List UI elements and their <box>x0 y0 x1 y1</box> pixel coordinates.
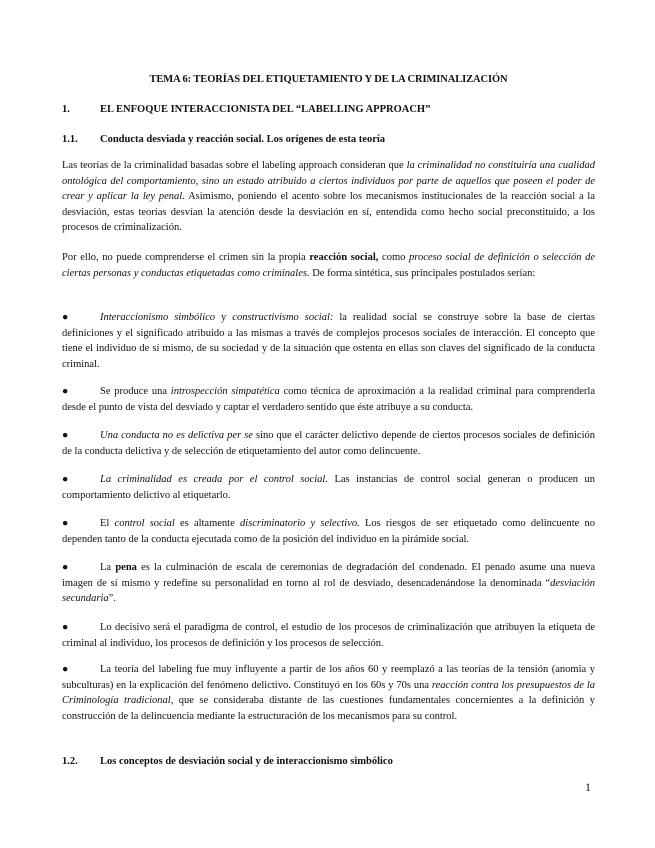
italic-run: Interaccionismo simbólico <box>100 312 216 323</box>
italic-run: proceso social de definición o selección de ciertas personas y conductas etiquetadas como criminales. <box>62 252 596 279</box>
section-heading-1-1 <box>62 132 385 148</box>
text-run: y <box>215 312 233 323</box>
bullet-icon: ● <box>62 562 69 573</box>
text-run: Se produce una <box>100 386 171 397</box>
text-run: es altamente <box>174 518 240 529</box>
text-run: ”. <box>108 593 116 605</box>
italic-run: control social <box>114 518 175 529</box>
text-run: Las teorías de la criminalidad basadas sobre el labeling approach consideran que <box>62 160 407 171</box>
text-run: . Asimismo, poniendo el acento sobre los mecanismos institucionales de la reacción social a la desviación, estas teorías desvían la atención desde la desviación en sí, entendida como hecho social preconstituido, a los procesos de criminalización. <box>62 191 596 234</box>
section-title: Los conceptos de desviación social y de interaccionismo simbólico <box>100 756 393 767</box>
text-run: Las instancias de control social generan o producen un comportamiento delictivo al etiquetarlo. <box>62 474 595 501</box>
document-title: TEMA 6: TEORÍAS DEL ETIQUETAMIENTO Y DE LA CRIMINALIZACIÓN <box>149 74 508 85</box>
italic-run: constructivismo social: <box>232 312 334 323</box>
section-heading-1-2 <box>62 754 393 770</box>
section-number: 1.1. <box>62 134 78 145</box>
bold-run: reacción social, <box>309 252 379 263</box>
bullet-icon: ● <box>62 664 69 675</box>
section-number: 1. <box>62 104 70 115</box>
text-run: la realidad social se construye sobre la base de ciertas definiciones y el significado atribuido a las mismas a través de complejos procesos sociales de interacción. El concepto que tiene el individuo de sí mismo, de su sociedad y de la situación que ostenta en ellas son claves del significado de la conducta criminal. <box>62 312 595 370</box>
page-number: 1 <box>585 780 591 794</box>
bullet-item-1 <box>62 310 595 372</box>
text-run: El <box>100 518 115 529</box>
bullet-item-8 <box>62 662 595 724</box>
section-heading-1 <box>62 102 430 118</box>
paragraph-1 <box>62 158 595 236</box>
paragraph-2 <box>62 250 595 281</box>
bullet-icon: ● <box>62 430 69 441</box>
bullet-item-5 <box>62 516 595 547</box>
bullet-icon: ● <box>62 622 69 633</box>
bullet-icon: ● <box>62 312 69 323</box>
text-run: Por ello, no puede comprenderse el crimen sin la propia <box>62 252 310 263</box>
text-run: sino que el carácter delictivo depende de ciertos procesos sociales de definición de la conducta delictiva y de selección de etiquetamiento del autor como delincuente. <box>62 430 595 457</box>
text-run: Lo decisivo será el paradigma de control, el estudio de los procesos de criminalización que atribuyen la etiqueta de criminal al individuo, los procesos de definición y los procesos de selección. <box>62 622 595 649</box>
text-run: como <box>378 252 410 263</box>
text-run: La teoría del labeling fue muy influyente a partir de los años 60 y reemplazó a las teorías de la tensión (anomia y subculturas) en la explicación del fenómeno delictivo. Constituyó en los 60s y 70s una <box>62 664 595 691</box>
section-title: Conducta desviada y reacción social. Los orígenes de esta teoría <box>100 134 386 145</box>
italic-run: introspección simpatética <box>170 386 280 397</box>
section-title: EL ENFOQUE INTERACCIONISTA DEL “LABELLING APPROACH” <box>100 104 431 115</box>
bullet-icon: ● <box>62 474 69 485</box>
bullet-item-7 <box>62 620 595 651</box>
italic-run: discriminatorio y selectivo. <box>239 518 360 529</box>
bullet-item-6 <box>62 560 595 607</box>
italic-run: la criminalidad no constituiría una cualidad ontológica del comportamiento, sino un estado atribuido a ciertos individuos por parte de aquellos que poseen el poder de crear y aplicar la ley penal <box>62 160 595 203</box>
text-run: Los riesgos de ser etiquetado como delincuente no dependen tanto de la conducta ejecutada como de la posición del individuo en la pirámide social. <box>62 518 595 545</box>
bullet-item-2 <box>62 384 595 415</box>
text-run: , que se consideraba distante de las cuestiones fundamentales concernientes a la definición y construcción de la delincuencia mediante la estructuración de los mecanismos para su control. <box>62 695 595 722</box>
text-run: La <box>100 562 116 573</box>
bold-run: pena <box>115 562 137 573</box>
text-run: es la culminación de escala de ceremonias de degradación del condenado. El penado asume una nueva imagen de sí mismo y redefine su personalidad en torno al rol de desviado, desencadenándose la denominada “ <box>62 562 595 589</box>
bullet-icon: ● <box>62 386 69 397</box>
section-number: 1.2. <box>62 756 78 767</box>
bullet-item-3 <box>62 428 595 459</box>
italic-run: La criminalidad es creada por el control social. <box>100 474 328 485</box>
italic-run: Una conducta no es delictiva per se <box>100 430 253 441</box>
bullet-item-4 <box>62 472 595 503</box>
italic-run: reacción contra los presupuestos de la Criminología tradicional <box>62 679 595 707</box>
text-run: como técnica de aproximación a la realidad criminal para comprenderla desde el punto de vista del desviado y captar el verdadero sentido que éste atribuye a su conducta. <box>62 386 595 413</box>
bullet-icon: ● <box>62 518 69 529</box>
italic-run: desviación secundaria <box>62 577 595 605</box>
text-run: De forma sintética, sus principales postulados serían: <box>309 267 536 279</box>
